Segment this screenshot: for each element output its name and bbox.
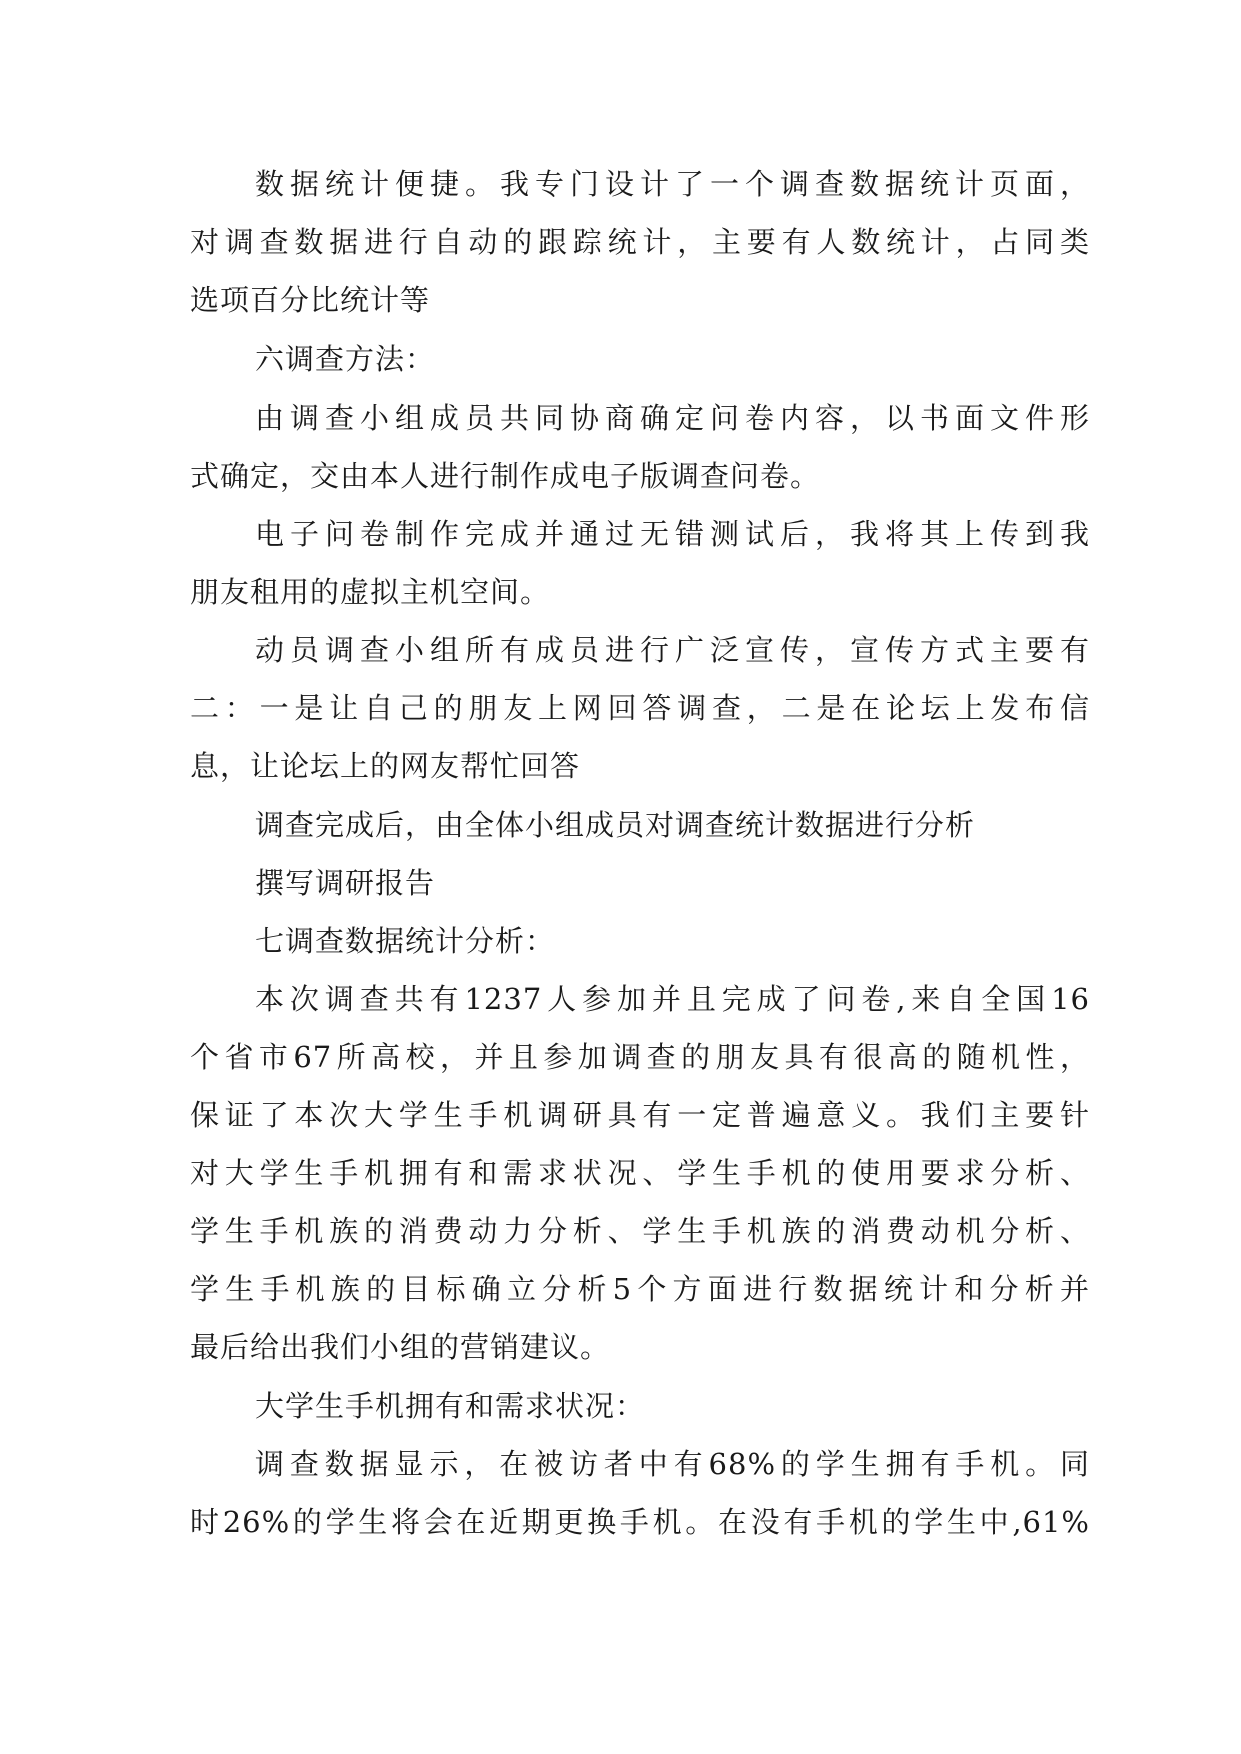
- paragraph-promotion: [190, 621, 1090, 795]
- text-line: 由调查小组成员共同协商确定问卷内容，以书面文件形: [255, 401, 1090, 435]
- heading-text: 七调查数据统计分析：: [255, 924, 556, 958]
- text-line: 本次调查共有1237人参加并且完成了问卷,来自全国16: [255, 982, 1090, 1016]
- section-heading-ownership-demand: [190, 1377, 1090, 1435]
- heading-text: 六调查方法：: [255, 342, 436, 376]
- text-line: 对大学生手机拥有和需求状况、学生手机的使用要求分析、: [190, 1156, 1090, 1190]
- text-line: 二：一是让自己的朋友上网回答调查，二是在论坛上发布信: [190, 691, 1090, 725]
- paragraph-survey-overview: [190, 970, 1090, 1376]
- text-line: 时26%的学生将会在近期更换手机。在没有手机的学生中,61%: [190, 1505, 1090, 1539]
- section-heading-statistical-analysis: [190, 912, 1090, 970]
- paragraph-data-statistics: [190, 155, 1090, 329]
- text-line: 式确定，交由本人进行制作成电子版调查问卷。: [190, 459, 821, 493]
- text-line: 最后给出我们小组的营销建议。: [190, 1330, 611, 1364]
- text-line: 个省市67所高校，并且参加调查的朋友具有很高的随机性，: [190, 1040, 1090, 1074]
- section-heading-survey-method: [190, 330, 1090, 388]
- paragraph-analysis: [190, 796, 1090, 854]
- text-line: 电子问卷制作完成并通过无错测试后，我将其上传到我: [255, 517, 1090, 551]
- paragraph-upload: [190, 505, 1090, 621]
- text-line: 保证了本次大学生手机调研具有一定普遍意义。我们主要针: [190, 1098, 1090, 1132]
- text-line: 朋友租用的虚拟主机空间。: [190, 575, 551, 609]
- paragraph-questionnaire-content: [190, 389, 1090, 505]
- text-line: 息，让论坛上的网友帮忙回答: [190, 749, 581, 783]
- heading-text: 大学生手机拥有和需求状况：: [255, 1389, 646, 1423]
- text-line: 对调查数据进行自动的跟踪统计，主要有人数统计，占同类: [190, 225, 1090, 259]
- text-line: 调查数据显示，在被访者中有68%的学生拥有手机。同: [255, 1447, 1090, 1481]
- paragraph-report: [190, 854, 1090, 912]
- paragraph-ownership-data: [190, 1435, 1090, 1551]
- text-line: 学生手机族的目标确立分析5个方面进行数据统计和分析并: [190, 1272, 1090, 1306]
- text-line: 学生手机族的消费动力分析、学生手机族的消费动机分析、: [190, 1214, 1090, 1248]
- text-line: 数据统计便捷。我专门设计了一个调查数据统计页面，: [255, 167, 1090, 201]
- text-line: 撰写调研报告: [255, 866, 436, 900]
- text-line: 动员调查小组所有成员进行广泛宣传，宣传方式主要有: [255, 633, 1090, 667]
- text-line: 调查完成后，由全体小组成员对调查统计数据进行分析: [255, 808, 976, 842]
- text-line: 选项百分比统计等: [190, 283, 431, 317]
